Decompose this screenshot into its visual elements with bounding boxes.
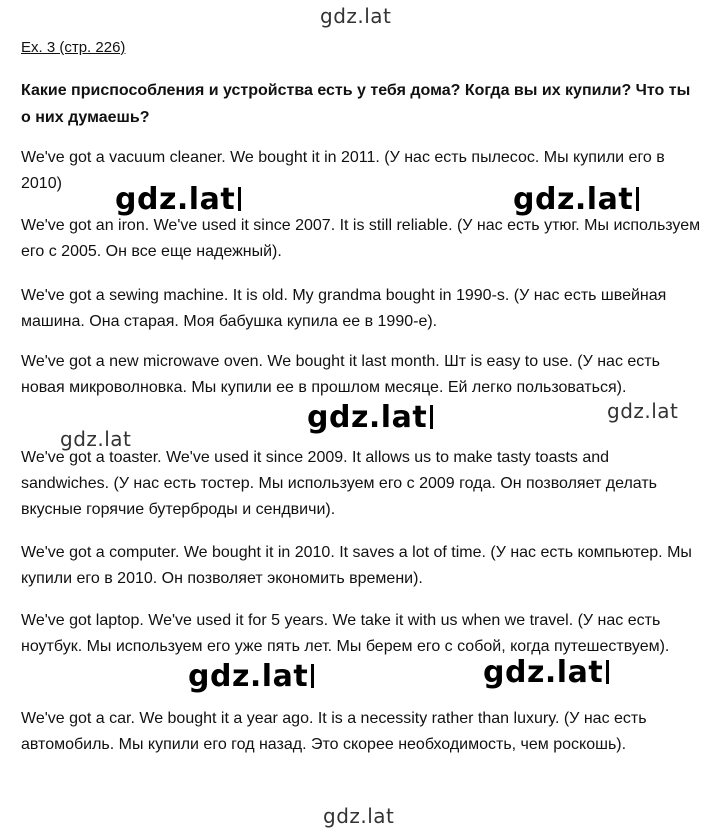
watermark-row3-left: gdz.lat — [188, 662, 314, 692]
question-heading: Какие приспособления и устройства есть у тебя дома? Когда вы их купили? Что ты о них думаешь? — [21, 82, 691, 126]
watermark-row1-left: gdz.lat — [115, 185, 241, 215]
watermark-mid-center: gdz.lat — [307, 403, 433, 433]
watermark-mid-left: gdz.lat — [60, 427, 132, 451]
exercise-link[interactable]: Ex. 3 (стр. 226) — [21, 39, 126, 56]
watermark-top: gdz.lat — [320, 4, 392, 28]
answer-paragraph-sewing-machine: We've got a sewing machine. It is old. My grandma bought in 1990-s. (У нас есть швейная машина. Она старая. Моя бабушка купила ее в 1990-е). — [21, 287, 667, 330]
watermark-row3-right: gdz.lat — [483, 658, 609, 688]
watermark-bottom: gdz.lat — [323, 804, 395, 828]
answer-paragraph-vacuum: We've got a vacuum cleaner. We bought it in 2011. (У нас есть пылесос. Мы купили его в 2010) — [21, 149, 665, 192]
answer-paragraph-computer: We've got a computer. We bought it in 2010. It saves a lot of time. (У нас есть компьютер. Мы купили его в 2010. Он позволяет экономить времени). — [21, 544, 692, 587]
answer-paragraph-iron: We've got an iron. We've used it since 2007. It is still reliable. (У нас есть утюг. Мы используем его с 2005. Он все еще надежный). — [21, 217, 701, 260]
watermark-row1-right: gdz.lat — [513, 185, 639, 215]
answer-paragraph-toaster: We've got a toaster. We've used it since 2009. It allows us to make tasty toasts and sandwiches. (У нас есть тостер. Мы используем его с 2009 года. Он позволяет делать вкусные горячие бутерброды и сендвичи). — [21, 449, 657, 518]
watermark-mid-right: gdz.lat — [607, 399, 679, 423]
answer-paragraph-laptop: We've got laptop. We've used it for 5 years. We take it with us when we travel. (У нас есть ноутбук. Мы используем его уже пять лет. Мы берем его с собой, когда путешествуем). — [21, 612, 670, 655]
answer-paragraph-car: We've got a car. We bought it a year ago. It is a necessity rather than luxury. (У нас есть автомобиль. Мы купили его год назад. Это скорее необходимость, чем роскошь). — [21, 710, 647, 753]
answer-paragraph-microwave: We've got a new microwave oven. We bought it last month. Шт is easy to use. (У нас есть новая микроволновка. Мы купили ее в прошлом месяце. Ей легко пользоваться). — [21, 353, 660, 396]
